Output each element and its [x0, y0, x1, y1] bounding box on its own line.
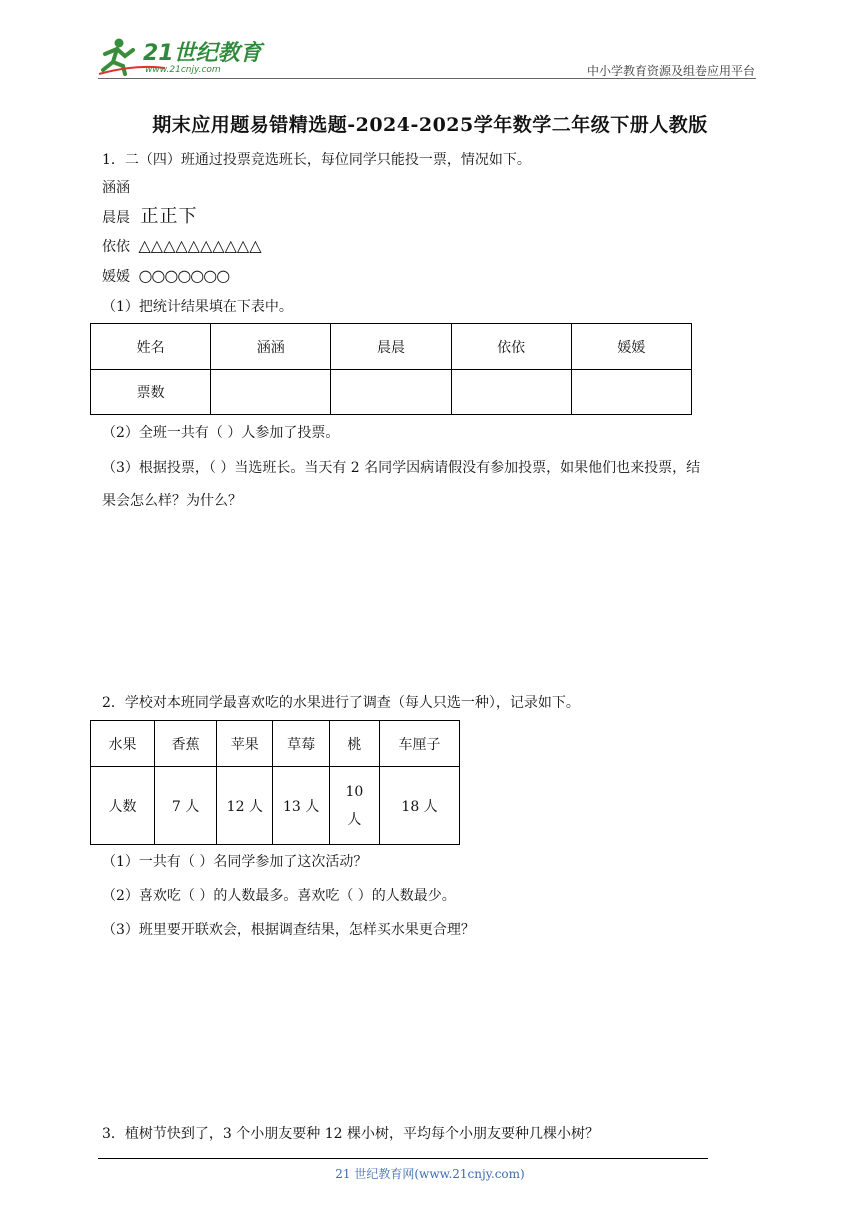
q2-sub1: （1）一共有（ ）名同学参加了这次活动？ [102, 854, 368, 870]
footer-divider [98, 1158, 708, 1159]
vote-name: 媛媛 [102, 269, 130, 285]
page-title: 期末应用题易错精选题-2024-2025学年数学二年级下册人教版 [152, 114, 708, 136]
table-header-cell: 媛媛 [571, 324, 691, 370]
vote-row-yuanyuan [102, 266, 229, 287]
table-header-cell: 香蕉 [155, 721, 217, 767]
table-cell: 13 人 [273, 767, 329, 845]
vote-name: 晨晨 [102, 210, 130, 226]
q1-sub2: （2）全班一共有（ ）人参加了投票。 [102, 425, 340, 441]
answer-cell[interactable] [211, 370, 331, 415]
q1-stem: 1．二（四）班通过投票竞选班长，每位同学只能投一票，情况如下。 [102, 152, 531, 168]
vote-name: 依依 [102, 239, 130, 255]
table-cell-peach [329, 767, 379, 845]
table-header-cell: 依依 [451, 324, 571, 370]
fruit-table [90, 720, 460, 845]
peach-unit: 人 [347, 811, 362, 828]
table-header-cell: 姓名 [91, 324, 211, 370]
tally-marks: 正正下 [140, 206, 198, 227]
table-cell: 18 人 [380, 767, 460, 845]
vote-row-yiyi [102, 236, 262, 257]
triangle-marks: △△△△△△△△△△ [138, 236, 262, 255]
logo-text: 21世纪教育 [143, 41, 262, 66]
q1-sub3-line1: （3）根据投票，（ ）当选班长。当天有 2 名同学因病请假没有参加投票，如果他们也来投票，结 [102, 460, 701, 476]
table-cell: 7 人 [155, 767, 217, 845]
circle-marks: ○○○○○○○ [138, 266, 230, 285]
q1-sub3-line2: 果会怎么样？为什么？ [102, 493, 242, 509]
vote-name: 涵涵 [102, 180, 130, 196]
vote-row-chenchen [102, 207, 197, 228]
q2-sub3: （3）班里要开联欢会，根据调查结果，怎样买水果更合理？ [102, 922, 475, 938]
table-header-cell: 草莓 [273, 721, 329, 767]
peach-count: 10 [345, 783, 364, 800]
q2-stem: 2．学校对本班同学最喜欢吃的水果进行了调查（每人只选一种），记录如下。 [102, 695, 580, 711]
answer-cell[interactable] [331, 370, 451, 415]
table-header-cell: 晨晨 [331, 324, 451, 370]
table-header-cell: 桃 [329, 721, 379, 767]
table-header-cell: 水果 [91, 721, 155, 767]
q2-sub2: （2）喜欢吃（ ）的人数最多。喜欢吃（ ）的人数最少。 [102, 888, 456, 904]
table-row-label: 票数 [91, 370, 211, 415]
footer-text[interactable]: 21 世纪教育网(www.21cnjy.com) [335, 1167, 525, 1181]
site-logo [95, 34, 265, 78]
vote-table [90, 323, 692, 415]
table-row-label: 人数 [91, 767, 155, 845]
table-header-cell: 车厘子 [380, 721, 460, 767]
table-header-cell: 苹果 [217, 721, 273, 767]
logo-url: www.21cnjy.com [145, 65, 221, 75]
answer-cell[interactable] [451, 370, 571, 415]
q3-stem: 3．植树节快到了，3 个小朋友要种 12 棵小树，平均每个小朋友要种几棵小树？ [102, 1126, 599, 1142]
table-header-cell: 涵涵 [211, 324, 331, 370]
vote-row-hanhan [102, 178, 130, 198]
header-divider [98, 78, 756, 79]
q1-sub1: （1）把统计结果填在下表中。 [102, 299, 293, 315]
answer-cell[interactable] [571, 370, 691, 415]
header-platform-text: 中小学教育资源及组卷应用平台 [586, 64, 755, 78]
table-cell: 12 人 [217, 767, 273, 845]
